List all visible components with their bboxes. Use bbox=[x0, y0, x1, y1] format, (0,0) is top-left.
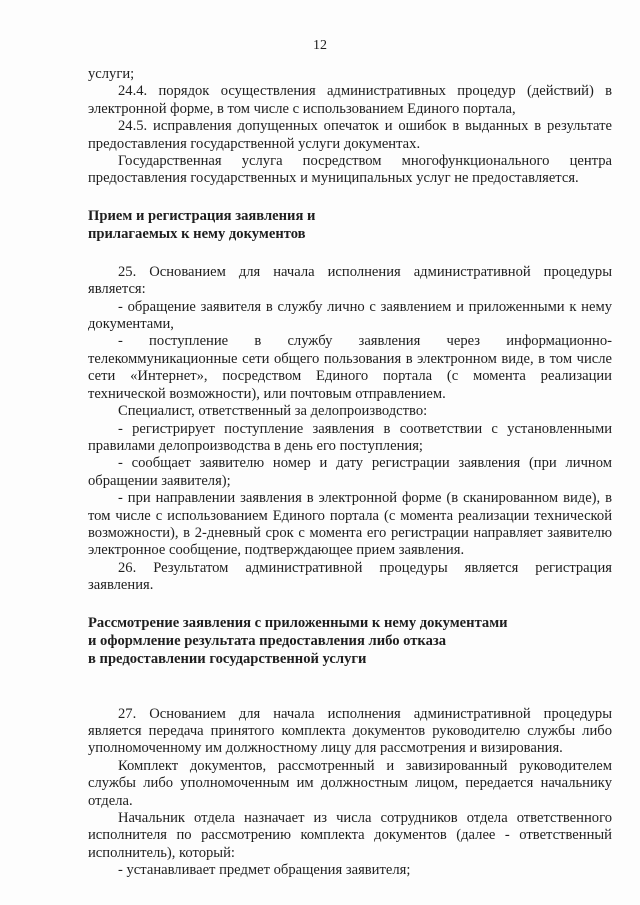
paragraph-mfc-note: Государственная услуга посредством многофункционального центра предоставления государственных и муниципальных услуг не предоставляется. bbox=[88, 153, 612, 187]
list-item-electronic-notice: - при направлении заявления в электронной форме (в сканированном виде), в том числе с использованием Единого портала (с момента реализации технической возможности), в 2-дневный срок с момента его регистрации направляет заявителю электронное сообщение, подтверждающее прием заявления. bbox=[88, 490, 612, 559]
page-number: 12 bbox=[313, 38, 327, 53]
list-item-registers: - регистрирует поступление заявления в соответствии с установленными правилами делопроизводства в день его поступления; bbox=[88, 420, 612, 454]
section-heading-reception bbox=[88, 207, 612, 243]
paragraph-27: 27. Основанием для начала исполнения административной процедуры является передача принятого комплекта документов руководителю службы либо уполномоченному им должностному лицу для рассмотрения и визирования. bbox=[88, 705, 612, 757]
paragraph-specialist: Специалист, ответственный за делопроизводство: bbox=[118, 403, 428, 420]
spacer bbox=[88, 668, 612, 706]
list-item-informs: - сообщает заявителю номер и дату регистрации заявления (при личном обращении заявителя); bbox=[88, 455, 612, 489]
section-heading-line: Рассмотрение заявления с приложенными к нему документами bbox=[88, 614, 508, 631]
paragraph-24-4: 24.4. порядок осуществления административных процедур (действий) в электронной форме, в том числе с использованием Единого портала, bbox=[88, 83, 612, 117]
spacer bbox=[88, 188, 612, 207]
section-heading-line: прилагаемых к нему документов bbox=[88, 225, 306, 242]
paragraph-document-set: Комплект документов, рассмотренный и завизированный руководителем службы либо уполномоченным им должностным лицом, передается начальнику отдела. bbox=[88, 757, 612, 809]
list-item-subject: - устанавливает предмет обращения заявителя; bbox=[118, 862, 411, 879]
paragraph-department-head: Начальник отдела назначает из числа сотрудников отдела ответственного исполнителя по рассмотрению комплекта документов (далее - ответственный исполнитель), который: bbox=[88, 810, 612, 861]
list-item-personal-appeal: - обращение заявителя в службу лично с заявлением и приложенными к нему документами, bbox=[88, 298, 612, 333]
paragraph-24-5: 24.5. исправления допущенных опечаток и ошибок в выданных в результате предоставления государственной услуги документах. bbox=[88, 118, 612, 152]
section-heading-line: Прием и регистрация заявления и bbox=[88, 207, 316, 224]
document-body bbox=[88, 66, 612, 880]
spacer bbox=[88, 243, 612, 264]
paragraph-services-end: услуги; bbox=[88, 66, 135, 82]
spacer bbox=[88, 595, 612, 614]
section-heading-line: и оформление результата предоставления либо отказа bbox=[88, 632, 447, 649]
section-heading-line: в предоставлении государственной услуги bbox=[88, 650, 367, 667]
paragraph-26: 26. Результатом административной процедуры является регистрация заявления. bbox=[88, 559, 612, 594]
list-item-electronic-receipt: - поступление в службу заявления через информационно-телекоммуникационные сети общего пользования в электронном виде, в том числе сети «Интернет», посредством Единого портала (с момента реализации технической возможности), или почтовым отправлением. bbox=[88, 333, 612, 402]
section-heading-review bbox=[88, 614, 612, 668]
paragraph-25: 25. Основанием для начала исполнения административной процедуры является: bbox=[88, 263, 612, 298]
